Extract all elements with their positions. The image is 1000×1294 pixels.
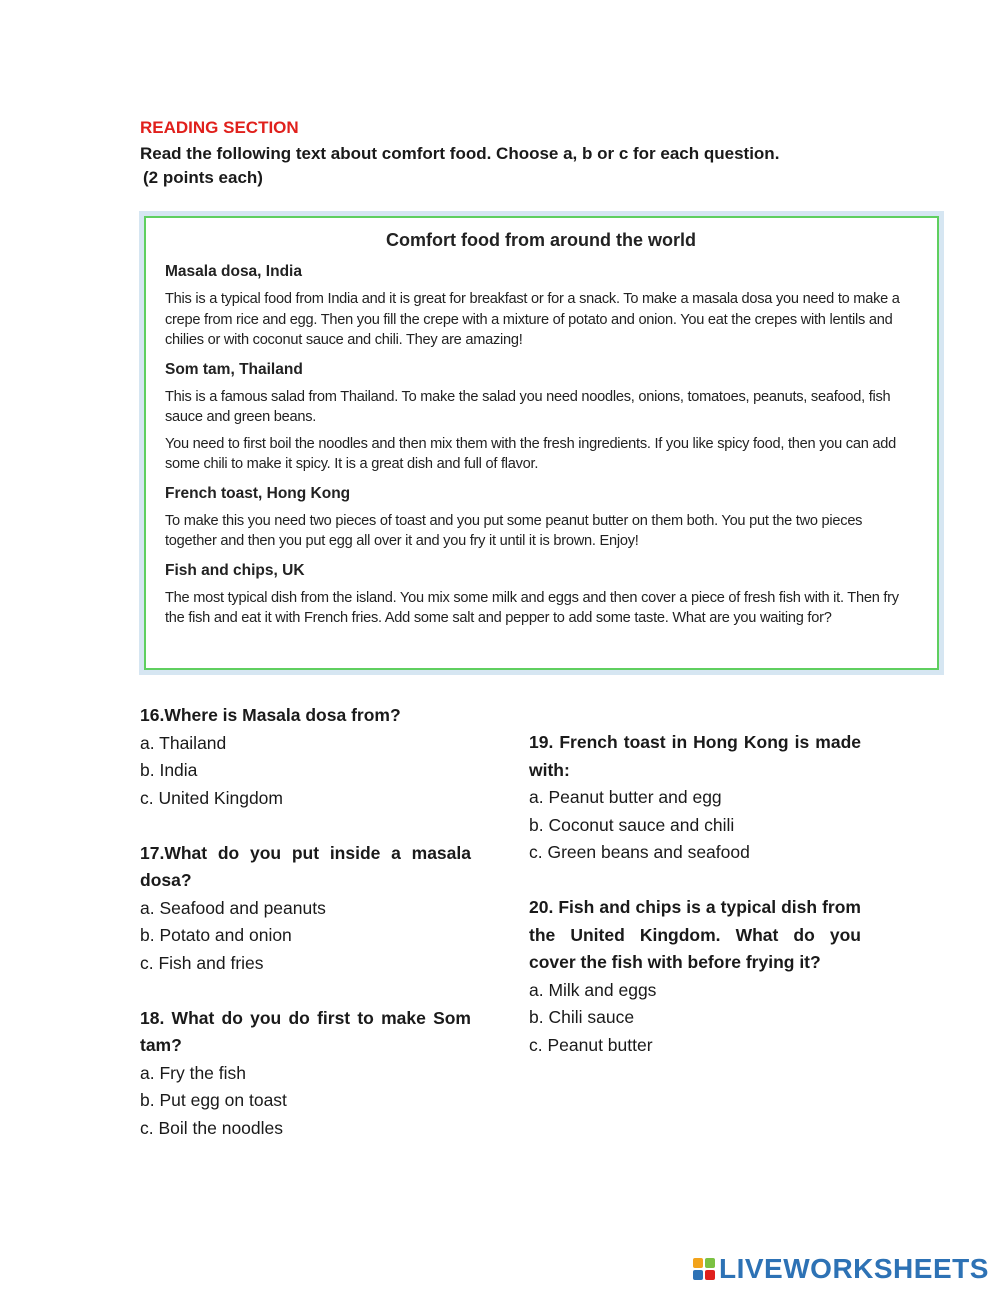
answer-option[interactable]: a. Thailand <box>140 732 227 753</box>
instructions <box>140 142 900 190</box>
answer-option[interactable]: c. Boil the noodles <box>140 1117 284 1138</box>
answer-option[interactable]: c. Peanut butter <box>529 1034 653 1055</box>
question-stem: 17.What do you put inside a masala dosa? <box>140 842 471 890</box>
liveworksheets-logo[interactable] <box>693 1252 989 1286</box>
answer-option[interactable]: b. Potato and onion <box>140 925 292 945</box>
question-16 <box>140 702 471 812</box>
dish-section <box>165 263 917 351</box>
answer-option[interactable]: a. Seafood and peanuts <box>140 897 326 918</box>
reading-passage-frame <box>139 211 944 675</box>
answer-option[interactable]: c. Fish and fries <box>140 952 264 973</box>
questions-right-column <box>529 729 861 1059</box>
dish-section <box>165 562 917 629</box>
answer-option[interactable]: b. Chili sauce <box>529 1007 635 1027</box>
question-18 <box>140 1005 471 1143</box>
questions-left-column <box>140 702 471 1142</box>
reading-title: Comfort food from around the world <box>386 230 696 250</box>
dish-heading: French toast, Hong Kong <box>165 484 351 502</box>
question-stem: 18. What do you do first to make Som tam? <box>140 1007 471 1055</box>
dish-section <box>165 485 917 552</box>
question-stem: 16.Where is Masala dosa from? <box>140 705 401 725</box>
section-title: READING SECTION <box>140 118 299 137</box>
brand-name: LIVEWORKSHEETS <box>719 1253 989 1284</box>
answer-option[interactable]: a. Peanut butter and egg <box>529 787 722 807</box>
dish-heading: Som tam, Thailand <box>165 360 303 378</box>
question-stem: 19. French toast in Hong Kong is made with: <box>529 732 861 780</box>
answer-option[interactable]: b. Coconut sauce and chili <box>529 814 735 835</box>
liveworksheets-logo-icon <box>693 1258 715 1280</box>
dish-heading: Masala dosa, India <box>165 263 302 280</box>
question-17 <box>140 840 471 978</box>
answer-option[interactable]: c. Green beans and seafood <box>529 842 750 862</box>
dish-paragraph: You need to first boil the noodles and then mix them with the fresh ingredients. If you like spicy food, then you can add some chili to make it spicy. It is a great dish and full of flavor. <box>165 435 896 472</box>
answer-option[interactable]: b. Put egg on toast <box>140 1090 287 1110</box>
question-stem: 20. Fish and chips is a typical dish from the United Kingdom. What do you cover the fish with before frying it? <box>529 897 861 972</box>
dish-paragraph: This is a typical food from India and it is great for breakfast or for a snack. To make a masala dosa you need to make a crepe from rice and egg. Then you fill the crepe with a mixture of potato and onion. You eat the crepes with lentils and chilies or with coconut sauce and chili. They are amazing! <box>165 291 900 348</box>
answer-option[interactable]: a. Milk and eggs <box>529 979 657 1000</box>
dish-paragraph: To make this you need two pieces of toast and you put some peanut butter on them both. You put the two pieces together and then you put egg all over it and you fry it until it is brown. Enjoy! <box>165 512 863 549</box>
dish-paragraph: The most typical dish from the island. You mix some milk and eggs and then cover a piece of fresh fish with it. Then fry the fish and eat it with French fries. Add some salt and pepper to add some taste. What are you waiting for? <box>165 589 899 626</box>
answer-option[interactable]: a. Fry the fish <box>140 1062 247 1083</box>
question-19 <box>529 729 861 867</box>
reading-passage <box>144 216 939 670</box>
answer-option[interactable]: c. United Kingdom <box>140 787 283 808</box>
question-20 <box>529 894 861 1059</box>
dish-paragraph: This is a famous salad from Thailand. To make the salad you need noodles, onions, tomatoes, peanuts, seafood, fish sauce and green beans. <box>165 388 891 425</box>
instruction-text: Read the following text about comfort food. Choose a, b or c for each question. <box>140 144 780 163</box>
answer-option[interactable]: b. India <box>140 760 198 780</box>
dish-heading: Fish and chips, UK <box>165 561 305 579</box>
points-note: (2 points each) <box>143 168 263 187</box>
dish-section <box>165 361 917 475</box>
